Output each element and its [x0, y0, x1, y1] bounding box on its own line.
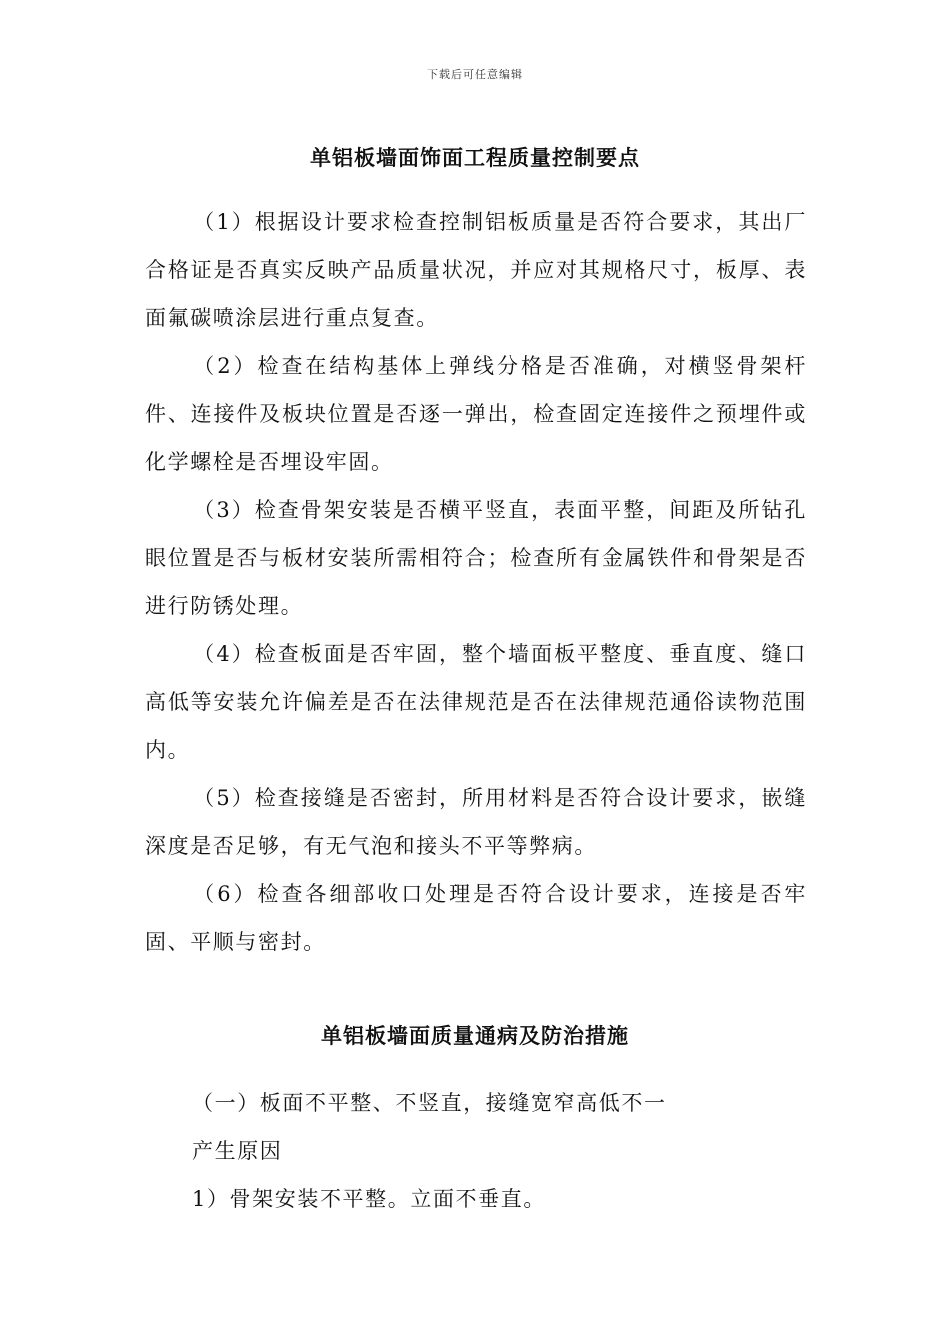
paragraph-1: （1）根据设计要求检查控制铝板质量是否符合要求，其出厂合格证是否真实反映产品质量状况，并应对其规格尺寸，板厚、表面氟碳喷涂层进行重点复查。 — [145, 210, 807, 330]
section-title-quality-control: 单铝板墙面饰面工程质量控制要点 — [310, 146, 640, 170]
paragraph-6: （6）检查各细部收口处理是否符合设计要求，连接是否牢固、平顺与密封。 — [145, 882, 807, 954]
section-title-defects: 单铝板墙面质量通病及防治措施 — [321, 1024, 629, 1048]
quality-control-paragraphs — [145, 198, 807, 966]
paragraph-5: （5）检查接缝是否密封，所用材料是否符合设计要求，嵌缝深度是否足够，有无气泡和接头不平等弊病。 — [145, 786, 807, 858]
cause-item-1: 1）骨架安装不平整。立面不垂直。 — [192, 1187, 546, 1211]
paragraph-2: （2）检查在结构基体上弹线分格是否准确，对横竖骨架杆件、连接件及板块位置是否逐一弹出，检查固定连接件之预埋件或化学螺栓是否埋设牢固。 — [145, 354, 807, 474]
paragraph-3: （3）检查骨架安装是否横平竖直，表面平整，间距及所钻孔眼位置是否与板材安装所需相符合；检查所有金属铁件和骨架是否进行防锈处理。 — [145, 498, 807, 618]
cause-label: 产生原因 — [192, 1139, 283, 1163]
defect-item-heading: （一）板面不平整、不竖直，接缝宽窄高低不一 — [192, 1091, 667, 1115]
paragraph-4: （4）检查板面是否牢固，整个墙面板平整度、垂直度、缝口高低等安装允许偏差是否在法律规范是否在法律规范通俗读物范围内。 — [145, 642, 807, 762]
header-note: 下载后可任意编辑 — [427, 68, 523, 81]
